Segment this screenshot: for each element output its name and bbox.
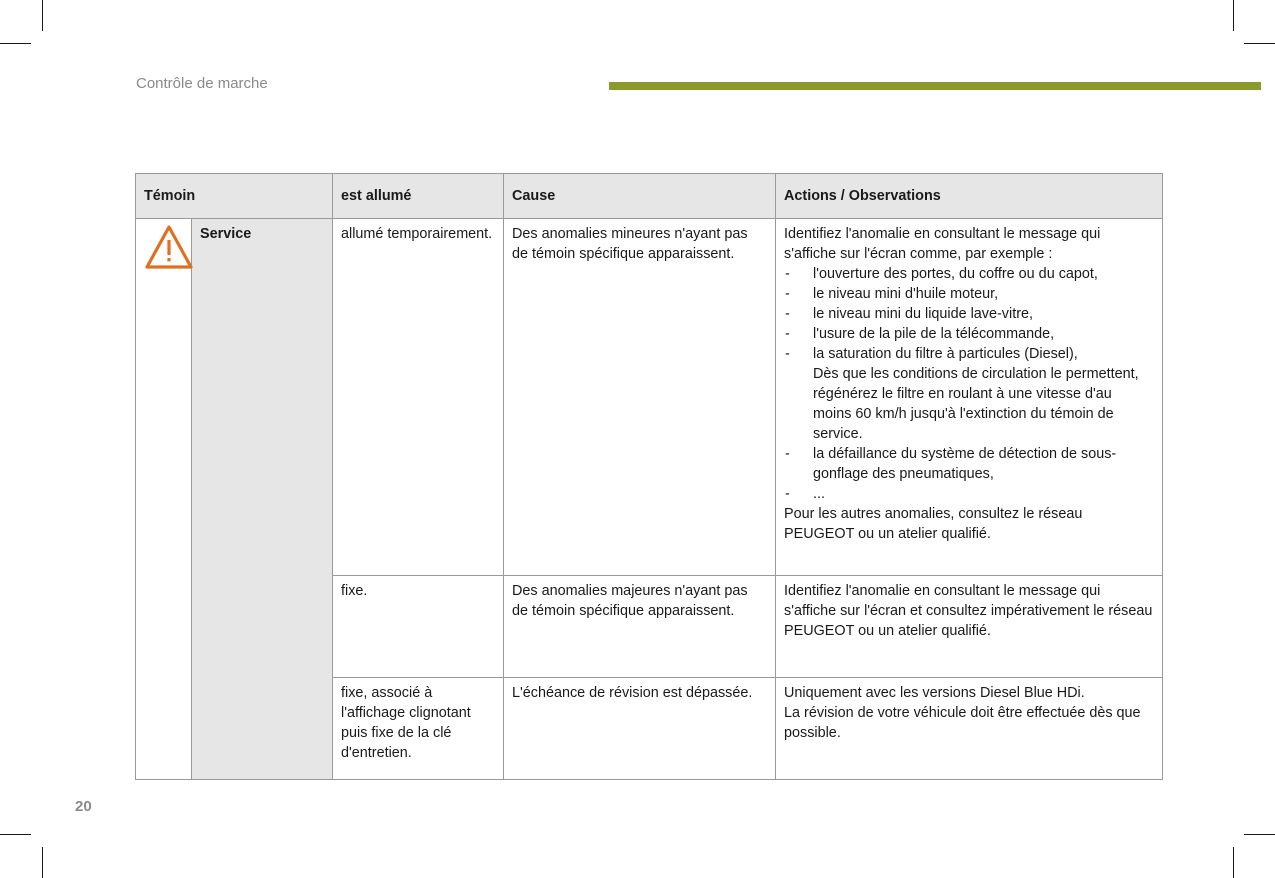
crop-mark [0, 43, 31, 44]
list-item-with-note [784, 344, 1154, 444]
crop-mark [1233, 847, 1234, 878]
action-cell [776, 219, 1163, 576]
section-title: Contrôle de marche [136, 75, 268, 92]
crop-mark [1233, 0, 1234, 31]
cause-cell: Des anomalies majeures n'ayant pas de témoin spécifique apparaissent. [504, 576, 776, 678]
cause-cell: L'échéance de révision est dépassée. [504, 678, 776, 780]
crop-mark [0, 834, 31, 835]
crop-mark [42, 847, 43, 878]
indicator-label: Service [192, 219, 333, 780]
column-header-temoin: Témoin [136, 174, 333, 219]
column-header-actions: Actions / Observations [776, 174, 1163, 219]
warning-triangle-icon [144, 224, 194, 270]
column-header-state: est allumé [333, 174, 504, 219]
state-cell: fixe, associé à l'affichage clignotant puis fixe de la clé d'entretien. [333, 678, 504, 780]
list-item: - le niveau mini du liquide lave-vitre, [784, 304, 1154, 324]
list-item-note: Dès que les conditions de circulation le permettent, régénérez le filtre en roulant à une vitesse d'au moins 60 km/h jusqu'à l'extinction du témoin de service. [813, 366, 1139, 442]
crop-mark [1244, 834, 1275, 835]
list-item: - ... [784, 484, 1154, 504]
list-item-text: - la saturation du filtre à particules (Diesel), [813, 346, 1078, 362]
list-item: - l'usure de la pile de la télécommande, [784, 324, 1154, 344]
action-line: Uniquement avec les versions Diesel Blue HDi. [784, 685, 1085, 701]
action-intro: Identifiez l'anomalie en consultant le message qui s'affiche sur l'écran comme, par exemple : [784, 226, 1101, 262]
anomaly-list [784, 264, 1154, 504]
warning-lights-table [135, 173, 1163, 780]
table-header-row [136, 174, 1163, 219]
list-item: - l'ouverture des portes, du coffre ou du capot, [784, 264, 1154, 284]
indicator-icon-cell [136, 219, 192, 780]
crop-mark [1244, 43, 1275, 44]
column-header-cause: Cause [504, 174, 776, 219]
page-number: 20 [75, 798, 92, 815]
action-outro: Pour les autres anomalies, consultez le réseau PEUGEOT ou un atelier qualifié. [784, 506, 1083, 542]
action-cell [776, 678, 1163, 780]
cause-cell: Des anomalies mineures n'ayant pas de témoin spécifique apparaissent. [504, 219, 776, 576]
state-cell: fixe. [333, 576, 504, 678]
list-item: - le niveau mini d'huile moteur, [784, 284, 1154, 304]
action-cell: Identifiez l'anomalie en consultant le message qui s'affiche sur l'écran et consultez impérativement le réseau PEUGEOT ou un atelier qualifié. [776, 576, 1163, 678]
list-item: - la défaillance du système de détection de sous-gonflage des pneumatiques, [784, 444, 1154, 484]
state-cell: allumé temporairement. [333, 219, 504, 576]
crop-mark [42, 0, 43, 31]
section-accent-bar [609, 82, 1261, 90]
action-line: La révision de votre véhicule doit être effectuée dès que possible. [784, 705, 1141, 741]
table-row [136, 219, 1163, 576]
